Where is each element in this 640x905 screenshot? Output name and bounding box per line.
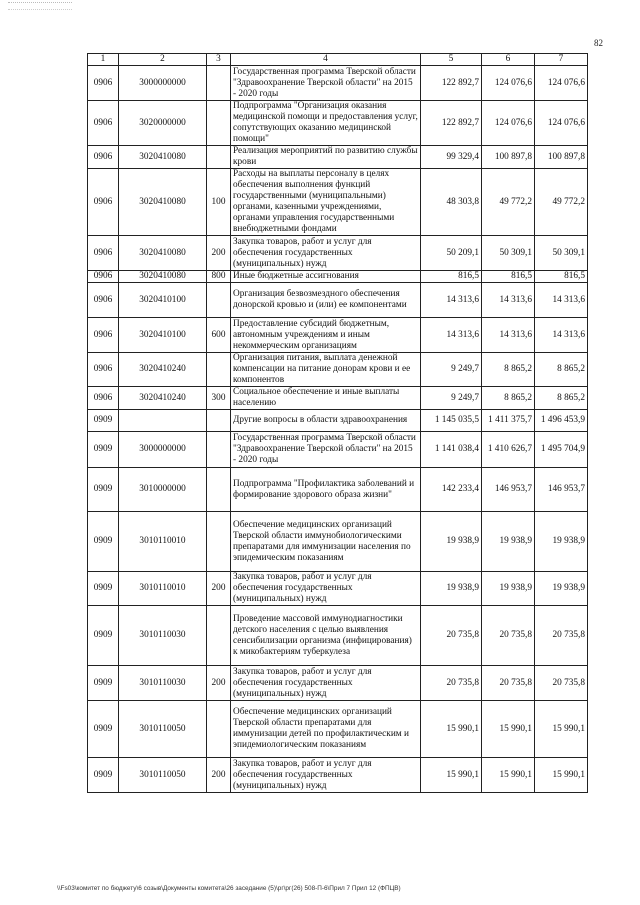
amount-cell: 14 313,6	[421, 318, 482, 353]
column-header: 5	[421, 54, 482, 66]
description-cell: Другие вопросы в области здравоохранения	[231, 410, 421, 432]
target-article-cell: 3010110030	[119, 606, 207, 666]
header-row	[88, 54, 588, 66]
description-cell: Обеспечение медицинских организаций Тверской области иммунобиологическими препаратами для иммунизации населения по эпидемическим показаниям	[231, 512, 421, 572]
table-row	[88, 572, 588, 606]
column-header: 4	[231, 54, 421, 66]
expense-type-cell	[207, 101, 231, 146]
expense-type-cell: 600	[207, 318, 231, 353]
column-header: 6	[482, 54, 535, 66]
table-row	[88, 271, 588, 283]
section-code-cell: 0906	[88, 353, 119, 387]
table-row	[88, 432, 588, 468]
budget-table	[87, 53, 588, 793]
target-article-cell: 3020410080	[119, 169, 207, 236]
description-cell: Организация безвозмездного обеспечения донорской кровью и (или) ее компонентами	[231, 283, 421, 318]
amount-cell: 50 309,1	[482, 236, 535, 271]
section-code-cell: 0906	[88, 318, 119, 353]
footer-file-path: \\Fs03\комитет по бюджету\6 созыв\Документы комитета\26 заседание (5)\рг\рг(26) 508-П-6\Прил 7 Прил 12 (ФПЦВ)	[57, 885, 401, 892]
section-code-cell: 0909	[88, 468, 119, 512]
target-article-cell: 3010000000	[119, 468, 207, 512]
expense-type-cell	[207, 146, 231, 169]
description-cell: Проведение массовой иммунодиагностики детского населения с целью выявления сенсибилизации организма (инфицирования) к микобактериям туберкулеза	[231, 606, 421, 666]
section-code-cell: 0906	[88, 101, 119, 146]
amount-cell: 14 313,6	[482, 318, 535, 353]
amount-cell: 100 897,8	[482, 146, 535, 169]
section-code-cell: 0909	[88, 512, 119, 572]
table-row	[88, 512, 588, 572]
description-cell: Закупка товаров, работ и услуг для обеспечения государственных (муниципальных) нужд	[231, 572, 421, 606]
section-code-cell: 0906	[88, 66, 119, 101]
table-row	[88, 66, 588, 101]
amount-cell: 19 938,9	[482, 572, 535, 606]
section-code-cell: 0906	[88, 169, 119, 236]
table-row	[88, 701, 588, 758]
table-row	[88, 410, 588, 432]
expense-type-cell	[207, 512, 231, 572]
amount-cell: 1 145 035,5	[421, 410, 482, 432]
column-header: 1	[88, 54, 119, 66]
table-row	[88, 146, 588, 169]
description-cell: Закупка товаров, работ и услуг для обеспечения государственных (муниципальных) нужд	[231, 666, 421, 701]
table-row	[88, 236, 588, 271]
description-cell: Государственная программа Тверской области "Здравоохранение Тверской области" на 2015 - 2020 годы	[231, 432, 421, 468]
target-article-cell	[119, 410, 207, 432]
table-row	[88, 353, 588, 387]
amount-cell: 99 329,4	[421, 146, 482, 169]
target-article-cell: 3010110030	[119, 666, 207, 701]
section-code-cell: 0909	[88, 410, 119, 432]
scan-artifact	[8, 2, 72, 10]
amount-cell: 1 495 704,9	[535, 432, 588, 468]
amount-cell: 19 938,9	[421, 572, 482, 606]
amount-cell: 142 233,4	[421, 468, 482, 512]
expense-type-cell: 300	[207, 387, 231, 410]
section-code-cell: 0909	[88, 572, 119, 606]
amount-cell: 14 313,6	[535, 318, 588, 353]
amount-cell: 50 209,1	[421, 236, 482, 271]
table-row	[88, 666, 588, 701]
section-code-cell: 0909	[88, 701, 119, 758]
description-cell: Государственная программа Тверской области "Здравоохранение Тверской области" на 2015 - 2020 годы	[231, 66, 421, 101]
amount-cell: 1 411 375,7	[482, 410, 535, 432]
description-cell: Предоставление субсидий бюджетным, автономным учреждениям и иным некоммерческим организациям	[231, 318, 421, 353]
amount-cell: 50 309,1	[535, 236, 588, 271]
expense-type-cell	[207, 353, 231, 387]
amount-cell: 122 892,7	[421, 101, 482, 146]
table-body	[88, 66, 588, 793]
target-article-cell: 3010110050	[119, 701, 207, 758]
target-article-cell: 3020410080	[119, 146, 207, 169]
section-code-cell: 0909	[88, 666, 119, 701]
description-cell: Реализация мероприятий по развитию службы крови	[231, 146, 421, 169]
amount-cell: 20 735,8	[421, 606, 482, 666]
expense-type-cell	[207, 432, 231, 468]
amount-cell: 19 938,9	[535, 512, 588, 572]
amount-cell: 146 953,7	[535, 468, 588, 512]
amount-cell: 14 313,6	[482, 283, 535, 318]
amount-cell: 816,5	[535, 271, 588, 283]
amount-cell: 8 865,2	[482, 353, 535, 387]
target-article-cell: 3010110010	[119, 572, 207, 606]
expense-type-cell: 200	[207, 236, 231, 271]
amount-cell: 19 938,9	[535, 572, 588, 606]
section-code-cell: 0906	[88, 236, 119, 271]
expense-type-cell: 200	[207, 758, 231, 793]
description-cell: Социальное обеспечение и иные выплаты населению	[231, 387, 421, 410]
amount-cell: 122 892,7	[421, 66, 482, 101]
target-article-cell: 3000000000	[119, 66, 207, 101]
table-row	[88, 101, 588, 146]
section-code-cell: 0906	[88, 146, 119, 169]
expense-type-cell	[207, 701, 231, 758]
column-header: 2	[119, 54, 207, 66]
amount-cell: 14 313,6	[421, 283, 482, 318]
amount-cell: 15 990,1	[421, 701, 482, 758]
column-header: 7	[535, 54, 588, 66]
expense-type-cell: 200	[207, 572, 231, 606]
amount-cell: 8 865,2	[535, 387, 588, 410]
table-row	[88, 758, 588, 793]
section-code-cell: 0906	[88, 271, 119, 283]
amount-cell: 816,5	[421, 271, 482, 283]
section-code-cell: 0906	[88, 283, 119, 318]
target-article-cell: 3000000000	[119, 432, 207, 468]
target-article-cell: 3020410080	[119, 271, 207, 283]
section-code-cell: 0906	[88, 387, 119, 410]
target-article-cell: 3020410240	[119, 353, 207, 387]
target-article-cell: 3010110050	[119, 758, 207, 793]
expense-type-cell: 200	[207, 666, 231, 701]
description-cell: Подпрограмма "Организация оказания медицинской помощи и предоставления услуг, сопутствующих оказанию медицинской помощи"	[231, 101, 421, 146]
amount-cell: 15 990,1	[482, 758, 535, 793]
amount-cell: 1 410 626,7	[482, 432, 535, 468]
expense-type-cell: 800	[207, 271, 231, 283]
amount-cell: 19 938,9	[482, 512, 535, 572]
amount-cell: 49 772,2	[482, 169, 535, 236]
amount-cell: 48 303,8	[421, 169, 482, 236]
table-row	[88, 318, 588, 353]
amount-cell: 20 735,8	[535, 606, 588, 666]
amount-cell: 15 990,1	[535, 758, 588, 793]
description-cell: Расходы на выплаты персоналу в целях обеспечения выполнения функций государственными (муниципальными) органами, казенными учреждениями, органами управления государственными внебюджетными фондами	[231, 169, 421, 236]
expense-type-cell	[207, 66, 231, 101]
amount-cell: 9 249,7	[421, 353, 482, 387]
target-article-cell: 3020410100	[119, 283, 207, 318]
expense-type-cell	[207, 410, 231, 432]
amount-cell: 816,5	[482, 271, 535, 283]
amount-cell: 8 865,2	[535, 353, 588, 387]
table-row	[88, 169, 588, 236]
description-cell: Подпрограмма "Профилактика заболеваний и формирование здорового образа жизни"	[231, 468, 421, 512]
description-cell: Организация питания, выплата денежной компенсации на питание донорам крови и ее компонентов	[231, 353, 421, 387]
amount-cell: 20 735,8	[482, 606, 535, 666]
amount-cell: 8 865,2	[482, 387, 535, 410]
amount-cell: 20 735,8	[482, 666, 535, 701]
expense-type-cell	[207, 468, 231, 512]
amount-cell: 20 735,8	[535, 666, 588, 701]
amount-cell: 49 772,2	[535, 169, 588, 236]
amount-cell: 9 249,7	[421, 387, 482, 410]
target-article-cell: 3020410080	[119, 236, 207, 271]
amount-cell: 1 496 453,9	[535, 410, 588, 432]
target-article-cell: 3020000000	[119, 101, 207, 146]
expense-type-cell	[207, 606, 231, 666]
target-article-cell: 3010110010	[119, 512, 207, 572]
amount-cell: 124 076,6	[482, 66, 535, 101]
target-article-cell: 3020410240	[119, 387, 207, 410]
page-number: 82	[594, 38, 603, 48]
section-code-cell: 0909	[88, 432, 119, 468]
amount-cell: 15 990,1	[482, 701, 535, 758]
expense-type-cell: 100	[207, 169, 231, 236]
column-header: 3	[207, 54, 231, 66]
table-row	[88, 606, 588, 666]
table-row	[88, 468, 588, 512]
amount-cell: 19 938,9	[421, 512, 482, 572]
amount-cell: 124 076,6	[535, 101, 588, 146]
table-row	[88, 387, 588, 410]
section-code-cell: 0909	[88, 606, 119, 666]
description-cell: Иные бюджетные ассигнования	[231, 271, 421, 283]
amount-cell: 14 313,6	[535, 283, 588, 318]
description-cell: Закупка товаров, работ и услуг для обеспечения государственных (муниципальных) нужд	[231, 758, 421, 793]
expense-type-cell	[207, 283, 231, 318]
description-cell: Закупка товаров, работ и услуг для обеспечения государственных (муниципальных) нужд	[231, 236, 421, 271]
table-row	[88, 283, 588, 318]
amount-cell: 124 076,6	[482, 101, 535, 146]
amount-cell: 100 897,8	[535, 146, 588, 169]
amount-cell: 146 953,7	[482, 468, 535, 512]
amount-cell: 15 990,1	[421, 758, 482, 793]
amount-cell: 15 990,1	[535, 701, 588, 758]
target-article-cell: 3020410100	[119, 318, 207, 353]
section-code-cell: 0909	[88, 758, 119, 793]
description-cell: Обеспечение медицинских организаций Тверской области препаратами для иммунизации детей по профилактическим и эпидемиологическим показаниям	[231, 701, 421, 758]
amount-cell: 1 141 038,4	[421, 432, 482, 468]
amount-cell: 124 076,6	[535, 66, 588, 101]
amount-cell: 20 735,8	[421, 666, 482, 701]
